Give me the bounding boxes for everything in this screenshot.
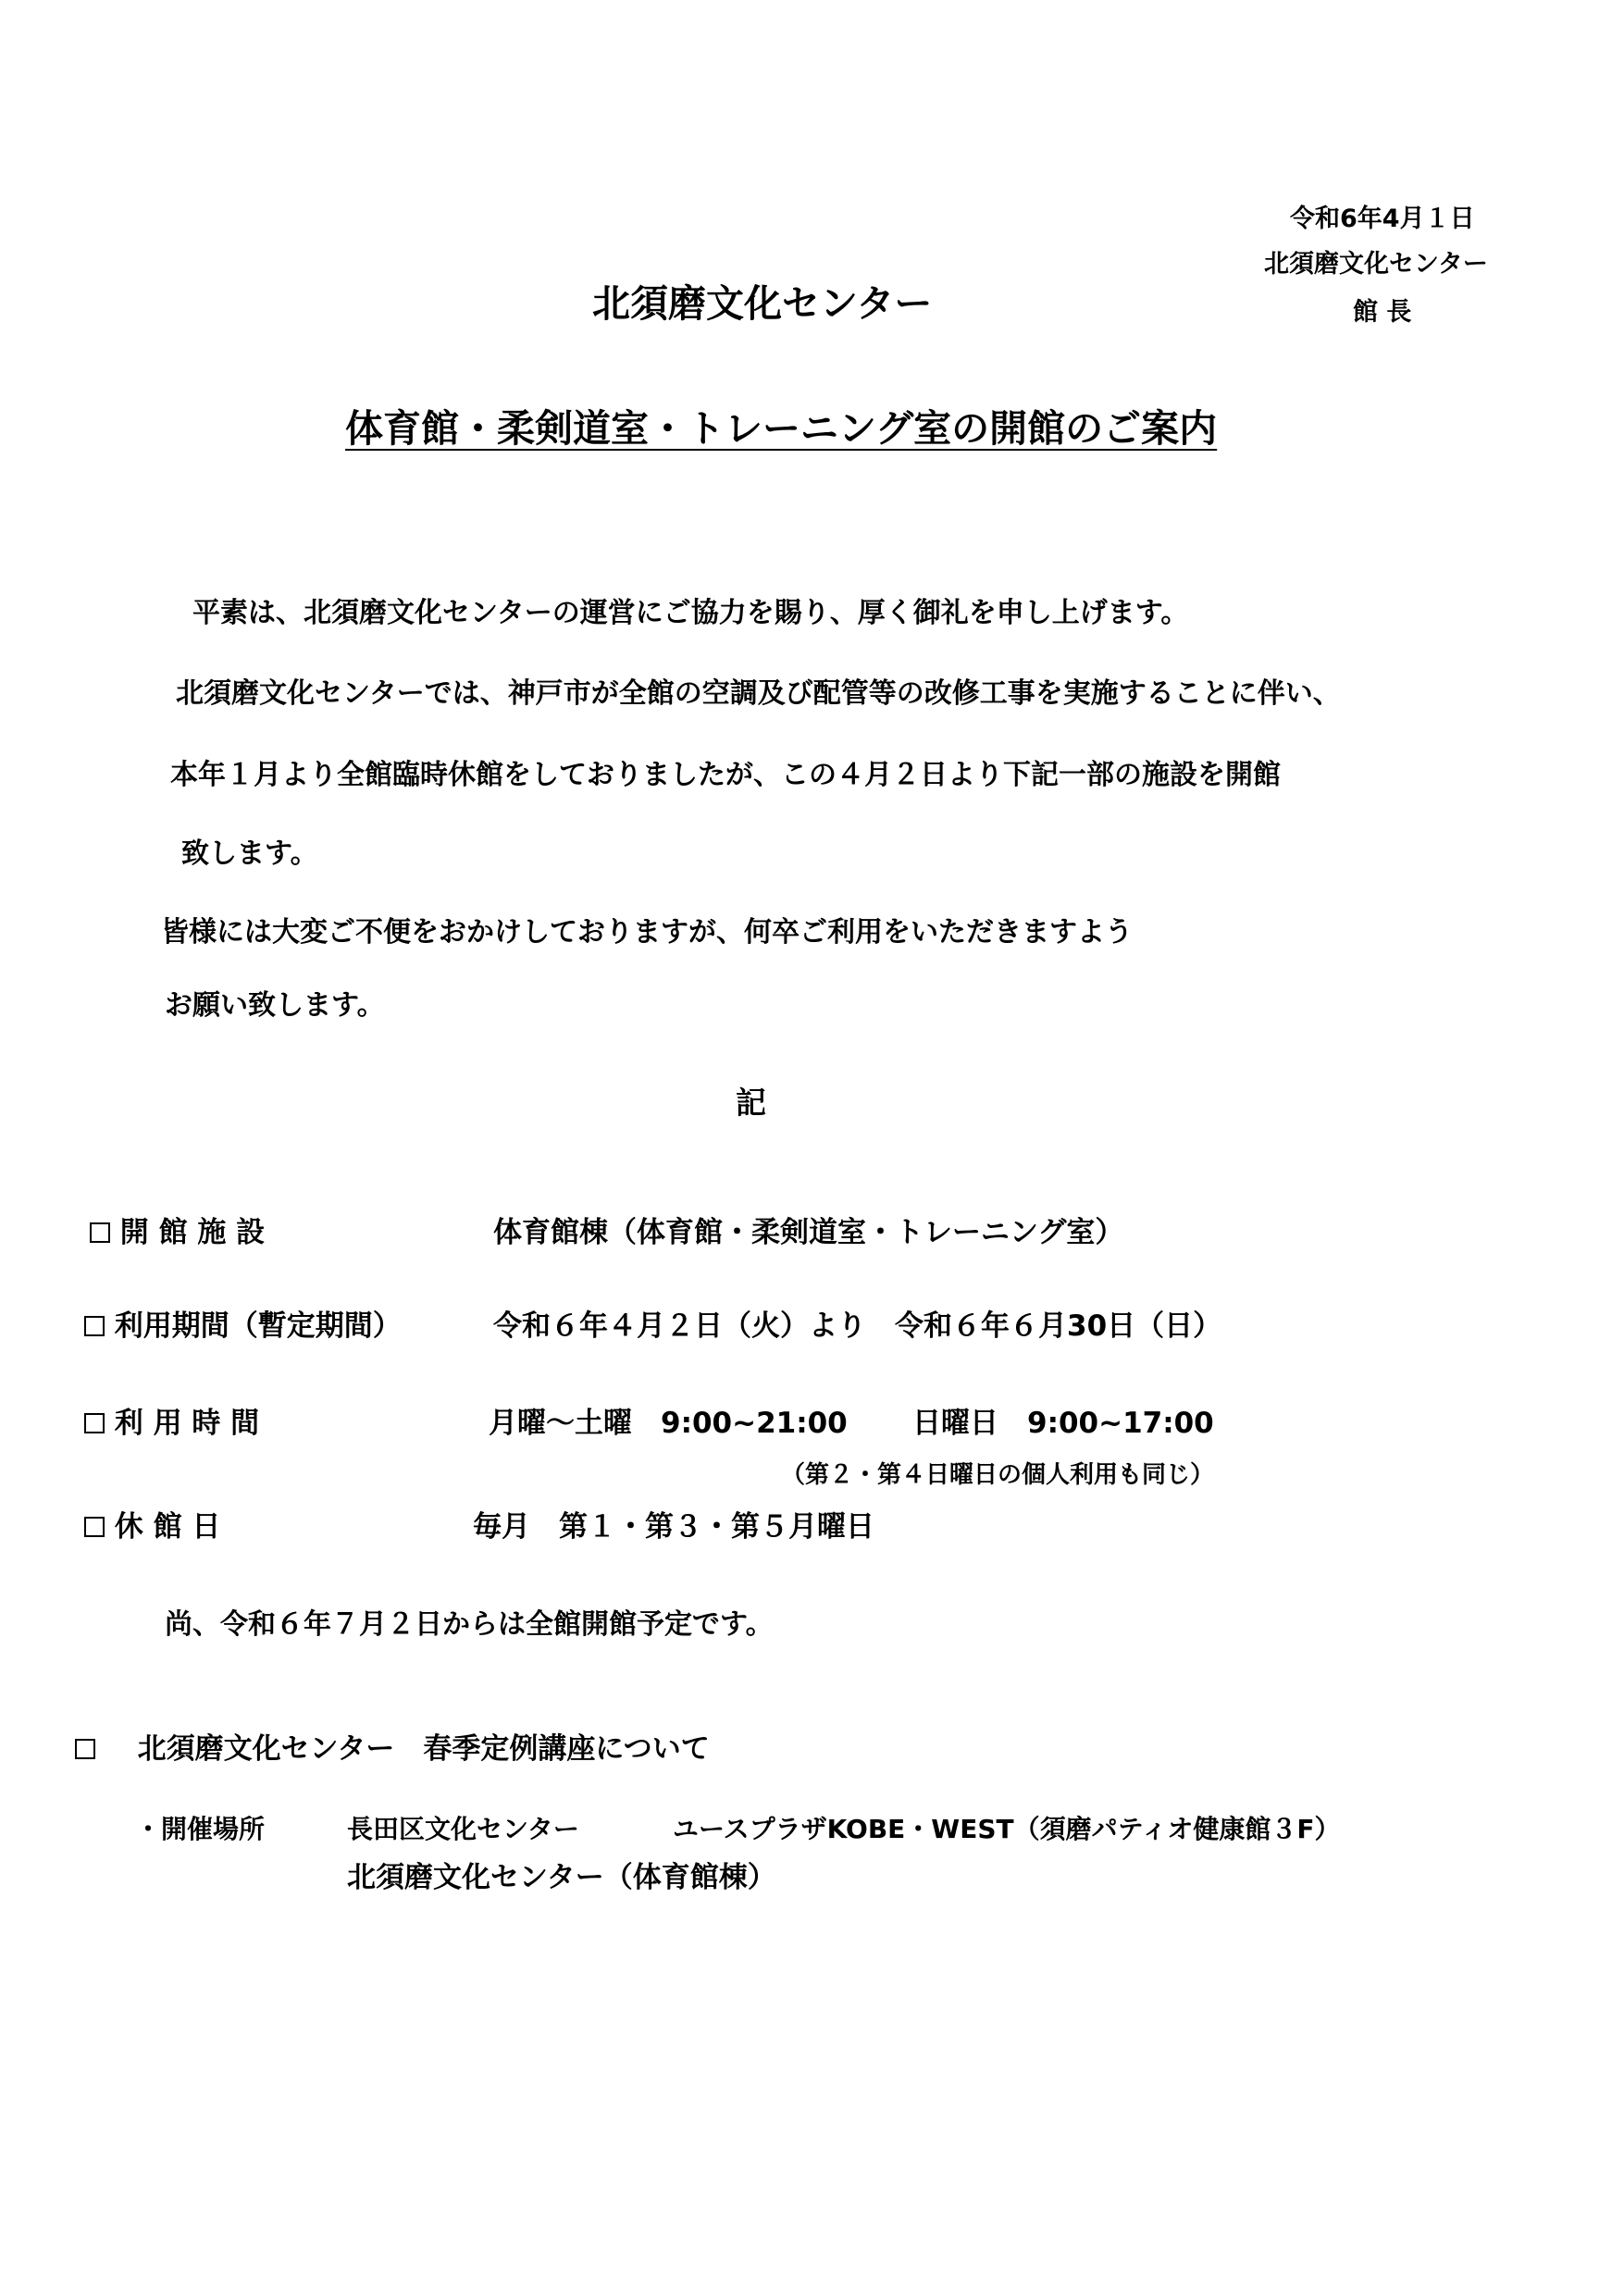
checkbox-icon <box>90 1222 110 1243</box>
lecture-row <box>75 1725 710 1767</box>
body-line: 平素は、北須磨文化センターの運営にご協力を賜り、厚く御礼を申し上げます。 <box>192 597 1189 629</box>
checkbox-icon <box>75 1739 95 1759</box>
body-line: 北須磨文化センターでは、神戸市が全館の空調及び配管等の改修工事を実施することに伴い、 <box>176 677 1341 710</box>
period-row <box>84 1302 402 1344</box>
closed-label: 休 館 日 <box>114 1510 221 1544</box>
checkbox-icon <box>84 1316 105 1336</box>
body-line: 本年１月より全館臨時休館をしておりましたが、この４月２日より下記一部の施設を開館 <box>170 759 1281 791</box>
venue-item: 北須磨文化センター（体育館棟） <box>347 1861 776 1894</box>
hours-weekday: 月曜～土曜 9:00~21:00 <box>489 1407 848 1440</box>
ki-heading: 記 <box>736 1085 766 1121</box>
issue-date: 令和6年4月１日 <box>1290 205 1475 233</box>
body-line: 致します。 <box>181 837 318 870</box>
issuer-org: 北須磨文化センター <box>1264 250 1488 279</box>
checkbox-icon <box>84 1517 105 1537</box>
hours-note: （第２・第４日曜日の個人利用も同じ） <box>781 1461 1215 1489</box>
checkbox-icon <box>84 1413 105 1433</box>
hours-row <box>84 1399 259 1441</box>
closed-value: 毎月 第１・第３・第５月曜日 <box>473 1510 874 1544</box>
venue-item: ユースプラザKOBE・WEST（須磨パティオ健康館３F） <box>673 1814 1341 1844</box>
facility-value: 体育館棟（体育館・柔剣道室・トレーニング室） <box>493 1216 1124 1249</box>
period-label: 利用期間（暫定期間） <box>114 1309 402 1343</box>
notice-text: 尚、令和６年７月２日からは全館開館予定です。 <box>165 1608 774 1641</box>
hours-sunday: 日曜日 9:00~17:00 <box>912 1407 1214 1440</box>
closed-row <box>84 1503 220 1544</box>
period-value: 令和６年４月２日（火）より 令和６年６月30日（日） <box>493 1309 1222 1343</box>
body-line: 皆様には大変ご不便をおかけしておりますが、何卒ご利用をいただきますよう <box>161 916 1133 949</box>
page-subtitle: 体育館・柔剣道室・トレーニング室の開館のご案内 <box>345 406 1218 451</box>
hours-label: 利 用 時 間 <box>114 1407 260 1440</box>
body-line: お願い致します。 <box>165 989 385 1022</box>
venue-item: 長田区文化センター <box>347 1814 579 1844</box>
facility-label: 開 館 施 設 <box>119 1216 266 1249</box>
lecture-heading: 北須磨文化センター 春季定例講座について <box>137 1732 710 1766</box>
venue-label: ・開催場所 <box>135 1814 266 1844</box>
facility-row <box>90 1209 265 1250</box>
issuer-role: 館 長 <box>1353 298 1412 327</box>
page-title: 北須磨文化センター <box>592 281 933 326</box>
